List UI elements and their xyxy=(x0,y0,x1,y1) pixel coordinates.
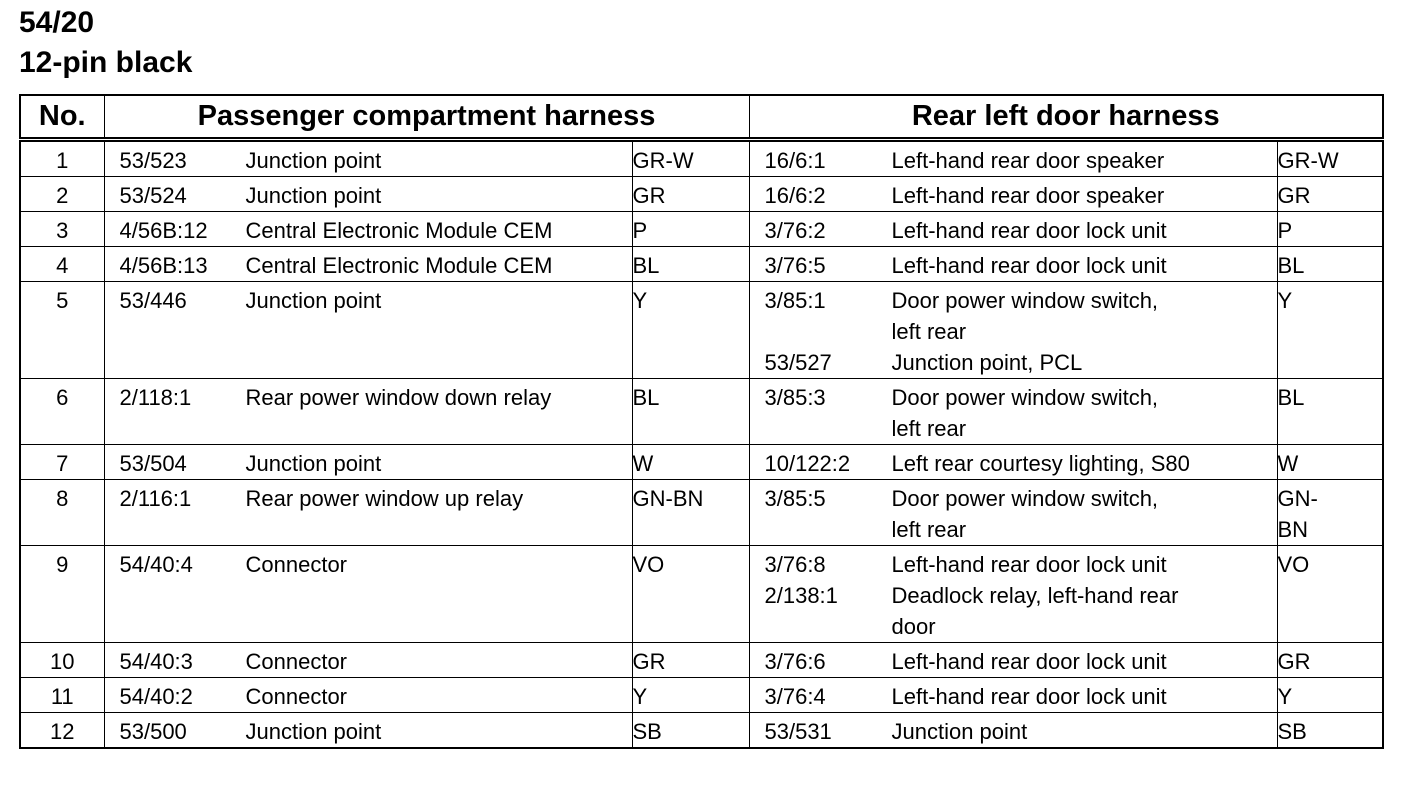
pin-number: 11 xyxy=(20,678,104,713)
pin-number: 12 xyxy=(20,713,104,749)
door-wire-color-line: GR xyxy=(1277,183,1311,208)
door-wire-color-line: P xyxy=(1277,218,1293,243)
door-code: 3/76:4 xyxy=(764,684,826,709)
table-row xyxy=(20,212,1383,247)
door-wire-color xyxy=(1277,713,1383,749)
passenger-connection xyxy=(104,177,632,212)
table-row xyxy=(20,480,1383,546)
door-description-line: Deadlock relay, left-hand rear xyxy=(891,583,1179,608)
passenger-code: 54/40:4 xyxy=(119,552,193,577)
passenger-wire-color: Y xyxy=(632,282,749,379)
header-door-harness: Rear left door harness xyxy=(749,95,1383,140)
pin-number: 3 xyxy=(20,212,104,247)
passenger-description: Junction point xyxy=(245,719,382,744)
passenger-connection xyxy=(104,546,632,643)
door-wire-color-line: BL xyxy=(1277,253,1305,278)
passenger-code: 2/118:1 xyxy=(119,385,192,410)
door-description-line: Left-hand rear door lock unit xyxy=(891,552,1167,577)
connector-id: 54/20 xyxy=(19,6,95,39)
passenger-connection xyxy=(104,247,632,282)
passenger-code: 53/500 xyxy=(119,719,187,744)
door-connection xyxy=(749,643,1277,678)
door-connection xyxy=(749,480,1277,546)
door-description xyxy=(892,215,1277,246)
pin-number: 5 xyxy=(20,282,104,379)
passenger-code: 54/40:3 xyxy=(119,649,193,674)
passenger-wire-color: P xyxy=(632,212,749,247)
door-description xyxy=(892,448,1277,479)
door-description-line: Left rear courtesy lighting, S80 xyxy=(891,451,1190,476)
door-description-line: door xyxy=(891,614,936,639)
pin-number: 10 xyxy=(20,643,104,678)
passenger-description: Junction point xyxy=(245,451,382,476)
door-connection xyxy=(749,140,1277,177)
door-wire-color xyxy=(1277,379,1383,445)
door-description-line: Left-hand rear door lock unit xyxy=(891,684,1167,709)
door-code: 10/122:2 xyxy=(764,451,851,476)
door-wire-color xyxy=(1277,247,1383,282)
passenger-connection xyxy=(104,713,632,749)
door-description-line: left rear xyxy=(891,517,967,542)
pin-number: 4 xyxy=(20,247,104,282)
door-description-line: Door power window switch, xyxy=(891,288,1159,313)
passenger-description: Junction point xyxy=(245,183,382,208)
door-wire-color xyxy=(1277,140,1383,177)
passenger-description: Rear power window up relay xyxy=(245,486,524,511)
table-row xyxy=(20,140,1383,177)
door-code: 3/76:2 xyxy=(764,218,826,243)
table-row xyxy=(20,678,1383,713)
passenger-wire-color: GN-BN xyxy=(632,480,749,546)
passenger-connection xyxy=(104,643,632,678)
passenger-code: 54/40:2 xyxy=(119,684,193,709)
door-wire-color xyxy=(1277,480,1383,546)
passenger-description: Central Electronic Module CEM xyxy=(245,253,553,278)
passenger-wire-color: VO xyxy=(632,546,749,643)
passenger-wire-color: GR xyxy=(632,177,749,212)
door-description-line: Left-hand rear door lock unit xyxy=(891,649,1167,674)
table-row xyxy=(20,713,1383,749)
table-row xyxy=(20,445,1383,480)
passenger-connection xyxy=(104,140,632,177)
connector-description: 12-pin black xyxy=(19,46,193,79)
pin-number: 1 xyxy=(20,140,104,177)
door-description xyxy=(892,180,1277,211)
door-wire-color-line: W xyxy=(1277,451,1299,476)
passenger-code: 4/56B:12 xyxy=(119,218,208,243)
door-description xyxy=(892,285,1277,347)
door-description-line: Door power window switch, xyxy=(891,486,1159,511)
passenger-code: 53/524 xyxy=(119,183,187,208)
passenger-code: 4/56B:13 xyxy=(119,253,208,278)
passenger-code: 53/504 xyxy=(119,451,187,476)
door-description xyxy=(892,580,1277,642)
pin-number: 8 xyxy=(20,480,104,546)
door-wire-color-line: BN xyxy=(1277,517,1309,542)
door-wire-color-line: BL xyxy=(1277,385,1305,410)
door-wire-color-line: GR xyxy=(1277,649,1311,674)
table-row xyxy=(20,282,1383,379)
door-wire-color-line: Y xyxy=(1277,288,1293,313)
door-description-line: Junction point, PCL xyxy=(891,350,1083,375)
door-connection xyxy=(749,546,1277,643)
table-row xyxy=(20,177,1383,212)
door-connection xyxy=(749,379,1277,445)
door-wire-color xyxy=(1277,212,1383,247)
door-wire-color-line: SB xyxy=(1277,719,1307,744)
table-header-row xyxy=(20,95,1383,140)
passenger-description: Connector xyxy=(245,649,348,674)
passenger-wire-color: BL xyxy=(632,247,749,282)
door-description-line: Door power window switch, xyxy=(891,385,1159,410)
passenger-wire-color: W xyxy=(632,445,749,480)
passenger-connection xyxy=(104,678,632,713)
table-row xyxy=(20,643,1383,678)
passenger-wire-color: GR-W xyxy=(632,140,749,177)
passenger-connection xyxy=(104,445,632,480)
table-row xyxy=(20,546,1383,643)
door-connection xyxy=(749,212,1277,247)
door-description-line: Left-hand rear door speaker xyxy=(891,148,1165,173)
pin-number: 2 xyxy=(20,177,104,212)
door-description-line: Junction point xyxy=(891,719,1028,744)
door-description xyxy=(892,549,1277,580)
passenger-description: Connector xyxy=(245,684,348,709)
door-wire-color-line: GR-W xyxy=(1277,148,1339,173)
door-connection xyxy=(749,713,1277,749)
pin-table xyxy=(19,94,1384,749)
pin-number: 6 xyxy=(20,379,104,445)
door-code: 3/76:5 xyxy=(764,253,826,278)
door-connection xyxy=(749,177,1277,212)
door-code: 2/138:1 xyxy=(764,583,838,608)
pin-number: 7 xyxy=(20,445,104,480)
passenger-description: Rear power window down relay xyxy=(245,385,552,410)
door-code: 3/76:8 xyxy=(764,552,826,577)
door-description-line: Left-hand rear door speaker xyxy=(891,183,1165,208)
passenger-wire-color: Y xyxy=(632,678,749,713)
door-description-line: Left-hand rear door lock unit xyxy=(891,253,1167,278)
passenger-description: Junction point xyxy=(245,148,382,173)
door-wire-color xyxy=(1277,546,1383,643)
passenger-connection xyxy=(104,212,632,247)
door-description xyxy=(892,646,1277,677)
door-description-line: left rear xyxy=(891,319,967,344)
passenger-code: 53/523 xyxy=(119,148,187,173)
passenger-wire-color: BL xyxy=(632,379,749,445)
door-code: 16/6:2 xyxy=(764,183,826,208)
passenger-connection xyxy=(104,379,632,445)
passenger-code: 2/116:1 xyxy=(119,486,192,511)
door-description xyxy=(892,382,1277,444)
door-connection xyxy=(749,247,1277,282)
door-description xyxy=(892,250,1277,281)
door-wire-color-line: VO xyxy=(1277,552,1310,577)
header-no: No. xyxy=(20,95,104,140)
door-code: 3/85:5 xyxy=(764,486,826,511)
door-connection xyxy=(749,282,1277,379)
door-description xyxy=(892,681,1277,712)
door-description-line: Left-hand rear door lock unit xyxy=(891,218,1167,243)
pin-number: 9 xyxy=(20,546,104,643)
door-connection xyxy=(749,678,1277,713)
door-wire-color-line: Y xyxy=(1277,684,1293,709)
passenger-wire-color: SB xyxy=(632,713,749,749)
passenger-wire-color: GR xyxy=(632,643,749,678)
passenger-connection xyxy=(104,282,632,379)
passenger-connection xyxy=(104,480,632,546)
passenger-description: Central Electronic Module CEM xyxy=(245,218,553,243)
door-description xyxy=(892,347,1277,378)
door-code: 53/531 xyxy=(764,719,832,744)
passenger-description: Connector xyxy=(245,552,348,577)
door-description xyxy=(892,145,1277,176)
door-description xyxy=(892,483,1277,545)
door-wire-color xyxy=(1277,445,1383,480)
table-row xyxy=(20,247,1383,282)
door-code: 3/85:3 xyxy=(764,385,826,410)
table-row xyxy=(20,379,1383,445)
door-code: 3/76:6 xyxy=(764,649,826,674)
door-wire-color xyxy=(1277,282,1383,379)
door-code: 3/85:1 xyxy=(764,288,826,313)
passenger-code: 53/446 xyxy=(119,288,187,313)
door-wire-color xyxy=(1277,643,1383,678)
door-connection xyxy=(749,445,1277,480)
door-description xyxy=(892,716,1277,747)
header-passenger-harness: Passenger compartment harness xyxy=(104,95,749,140)
door-wire-color xyxy=(1277,678,1383,713)
door-wire-color-line: GN- xyxy=(1277,486,1318,511)
door-code: 16/6:1 xyxy=(764,148,826,173)
door-code: 53/527 xyxy=(764,350,832,375)
door-wire-color xyxy=(1277,177,1383,212)
passenger-description: Junction point xyxy=(245,288,382,313)
door-description-line: left rear xyxy=(891,416,967,441)
